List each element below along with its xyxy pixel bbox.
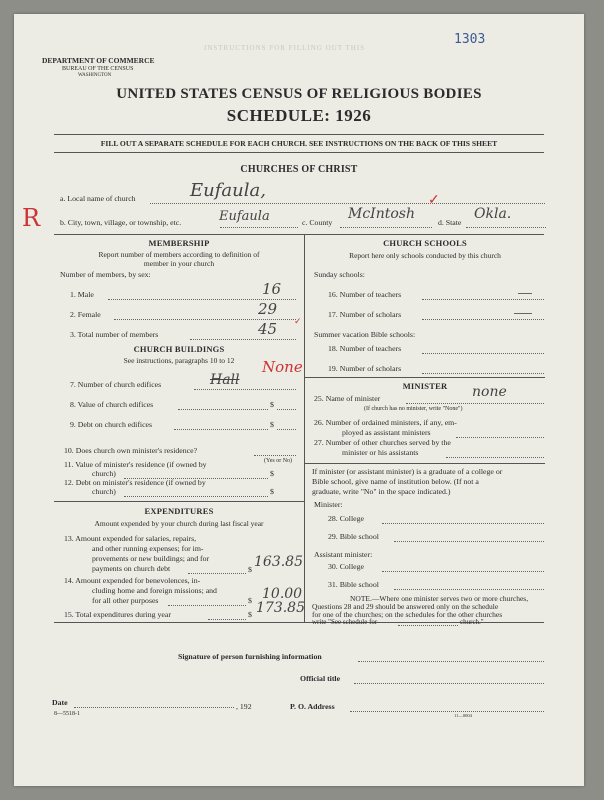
ordained-line	[456, 437, 544, 438]
expenditures-rule	[54, 501, 304, 502]
expenditures-note: Amount expended by your church during last fiscal year	[94, 519, 264, 528]
total-members-label: 3. Total number of members	[70, 330, 159, 339]
buildings-heading: CHURCH BUILDINGS	[133, 344, 225, 354]
edifices-count-value: None	[262, 358, 303, 376]
census-schedule-page	[14, 14, 584, 786]
edifices-debt-dollar: $	[270, 420, 274, 429]
salaries-label-4: payments on church debt	[92, 564, 171, 573]
ordained-label-2: ployed as assistant ministers	[342, 428, 431, 437]
city-label: b. City, town, village, or township, etc.	[60, 218, 182, 227]
sunday-schools-label: Sunday schools:	[314, 270, 365, 279]
state-label: d. State	[438, 218, 462, 227]
benevolences-line	[168, 605, 246, 606]
minister-heading: MINISTER	[402, 381, 448, 391]
note-box-line-5: church."	[460, 618, 484, 626]
total-members-value: 45	[258, 320, 278, 338]
local-name-value: Eufaula,	[190, 180, 266, 201]
sunday-scholars-dash	[514, 313, 532, 314]
residence-value-dollar: $	[270, 469, 274, 478]
male-label: 1. Male	[70, 290, 94, 299]
instruction-rule-top	[54, 134, 544, 135]
assistant-bible-line	[394, 589, 544, 590]
signature-label: Signature of person furnishing information	[178, 652, 322, 661]
faded-heading: INSTRUCTIONS FOR FILLING OUT THIS	[204, 44, 366, 52]
date-line	[74, 707, 234, 708]
official-title-line	[354, 683, 544, 684]
assistant-bible-label: 31. Bible school	[328, 580, 379, 589]
benevolences-value: 10.00	[262, 586, 303, 602]
minister-college-label: 28. College	[328, 514, 364, 523]
minister-name-value: none	[472, 384, 507, 400]
buildings-note: See instructions, paragraphs 10 to 12	[123, 356, 235, 365]
graduate-note-3: graduate, write "No" in the space indicated.)	[312, 487, 451, 496]
edifices-debt-amount-line	[277, 429, 296, 430]
edifices-value-dollar: $	[270, 400, 274, 409]
county-check-mark: ✓	[428, 193, 440, 208]
minister-college-line	[382, 523, 544, 524]
instruction-text: FILL OUT A SEPARATE SCHEDULE FOR EACH CHURCH. SEE INSTRUCTIONS ON THE BACK OF THIS SHEET	[100, 139, 498, 148]
minister-bible-line	[394, 541, 544, 542]
note-box-line-2: Questions 28 and 29 should be answered only on the schedule	[312, 602, 499, 611]
vacation-teachers-line	[422, 353, 544, 354]
signature-line	[358, 661, 544, 662]
bureau-name: BUREAU OF THE CENSUS	[62, 66, 134, 72]
minister-subheading: Minister:	[314, 500, 343, 509]
form-title: UNITED STATES CENSUS OF RELIGIOUS BODIES	[116, 86, 482, 102]
residence-value-label-2: church)	[92, 469, 116, 478]
vacation-schools-label: Summer vacation Bible schools:	[314, 330, 416, 339]
graduate-note-2: Bible school, give name of institution below. (If not a	[312, 477, 479, 486]
assistant-subheading: Assistant minister:	[314, 550, 373, 559]
benevolences-dollar: $	[248, 596, 252, 605]
residence-debt-line	[124, 496, 268, 497]
female-value: 29	[258, 300, 278, 318]
form-number: 8—5518-1	[54, 711, 80, 717]
owns-residence-hint: (Yes or No)	[264, 458, 293, 464]
date-year: , 192	[236, 702, 252, 711]
city-line	[220, 227, 298, 228]
graduate-note-1: If minister (or assistant minister) is a graduate of a college or	[312, 467, 503, 476]
column-divider	[304, 234, 305, 622]
note-box-line-4: write "See schedule for	[312, 618, 378, 626]
expenditures-heading: EXPENDITURES	[144, 506, 214, 516]
edifices-value-amount-line	[277, 409, 296, 410]
state-line	[466, 227, 546, 228]
owns-residence-line	[254, 455, 296, 456]
schedule-title: SCHEDULE: 1926	[226, 106, 372, 125]
schools-heading: CHURCH SCHOOLS	[383, 238, 467, 248]
total-expenditures-label: 15. Total expenditures during year	[64, 610, 171, 619]
schools-note: Report here only schools conducted by this church	[349, 251, 501, 260]
vacation-scholars-line	[422, 373, 544, 374]
benevolences-label-1: 14. Amount expended for benevolences, in-	[64, 576, 201, 585]
vacation-teachers-label: 18. Number of teachers	[328, 344, 402, 353]
denomination-heading: CHURCHES OF CHRIST	[240, 164, 358, 175]
county-line	[340, 227, 432, 228]
salaries-label-2: and other running expenses; for im-	[92, 544, 204, 553]
membership-note-2: member in your church	[143, 259, 215, 268]
city-value: Eufaula	[219, 209, 270, 224]
salaries-line	[188, 573, 246, 574]
graduate-rule	[305, 463, 545, 464]
salaries-label-1: 13. Amount expended for salaries, repairs,	[64, 534, 197, 543]
minister-name-line	[406, 403, 544, 404]
edifices-debt-label: 9. Debt on church edifices	[70, 420, 153, 429]
note-box-line-3: for one of the churches; on the schedules for the other churches	[312, 610, 503, 619]
minister-name-label: 25. Name of minister	[314, 394, 381, 403]
section-top-rule	[54, 234, 544, 235]
note-box-line-1: NOTE.—Where one minister serves two or more churches,	[350, 594, 529, 603]
residence-value-label: 11. Value of minister's residence (if owned by	[64, 460, 207, 469]
residence-debt-label: 12. Debt on minister's residence (if owned by	[64, 478, 206, 487]
department-name: DEPARTMENT OF COMMERCE	[42, 56, 155, 65]
vacation-scholars-label: 19. Number of scholars	[328, 364, 402, 373]
members-by-sex-label: Number of members, by sex:	[60, 270, 151, 279]
benevolences-label-2: cluding home and foreign missions; and	[92, 586, 217, 595]
stamp-number: 1303	[454, 32, 486, 47]
ordained-label-1: 26. Number of ordained ministers, if any, em-	[314, 418, 457, 427]
salaries-dollar: $	[248, 565, 252, 574]
edifices-debt-line	[174, 429, 268, 430]
minister-bible-label: 29. Bible school	[328, 532, 379, 541]
local-name-label: a. Local name of church	[60, 194, 136, 203]
membership-note-1: Report number of members according to definition of	[98, 250, 260, 259]
edifices-count-label: 7. Number of church edifices	[70, 380, 162, 389]
assistant-college-line	[382, 571, 544, 572]
total-expenditures-line	[208, 619, 246, 620]
po-address-line	[350, 711, 544, 712]
official-title-label: Official title	[300, 674, 341, 683]
assistant-college-label: 30. College	[328, 562, 364, 571]
county-label: c. County	[302, 218, 333, 227]
edifices-value-label: 8. Value of church edifices	[70, 400, 154, 409]
po-address-label: P. O. Address	[290, 702, 335, 711]
note-box-fill-line	[398, 625, 458, 626]
male-value: 16	[262, 280, 282, 298]
state-value: Okla.	[474, 206, 512, 222]
total-expenditures-value: 173.85	[256, 600, 305, 616]
bureau-city: WASHINGTON	[78, 73, 112, 78]
other-churches-line	[446, 457, 544, 458]
female-label: 2. Female	[70, 310, 101, 319]
other-churches-label-2: minister or his assistants	[342, 448, 419, 457]
minister-rule	[305, 377, 545, 378]
instruction-rule-bottom	[54, 152, 544, 153]
sunday-teachers-line	[422, 299, 544, 300]
edifices-count-struck: Hall	[210, 372, 240, 388]
total-expenditures-dollar: $	[248, 610, 252, 619]
benevolences-label-3: for all other purposes	[92, 596, 159, 605]
sunday-teachers-dash	[518, 293, 532, 294]
sunday-teachers-label: 16. Number of teachers	[328, 290, 402, 299]
sunday-scholars-line	[422, 319, 544, 320]
date-label: Date	[52, 698, 68, 707]
residence-debt-dollar: $	[270, 487, 274, 496]
minister-name-hint: (If church has no minister, write "None")	[364, 406, 463, 412]
print-number: 11—0004	[454, 713, 472, 718]
total-members-line	[190, 339, 296, 340]
local-name-line	[150, 203, 545, 204]
membership-heading: MEMBERSHIP	[148, 238, 210, 248]
total-members-check: ✓	[294, 316, 302, 326]
owns-residence-label: 10. Does church own minister's residence?	[64, 446, 198, 455]
salaries-label-3: provements or new buildings; and for	[92, 554, 210, 563]
sunday-scholars-label: 17. Number of scholars	[328, 310, 402, 319]
edifices-value-line	[178, 409, 268, 410]
edifices-count-line	[194, 389, 296, 390]
county-value: McIntosh	[348, 206, 415, 222]
margin-r-mark: R	[22, 204, 41, 232]
salaries-value: 163.85	[254, 554, 303, 570]
other-churches-label-1: 27. Number of other churches served by the	[314, 438, 451, 447]
residence-debt-label-2: church)	[92, 487, 116, 496]
